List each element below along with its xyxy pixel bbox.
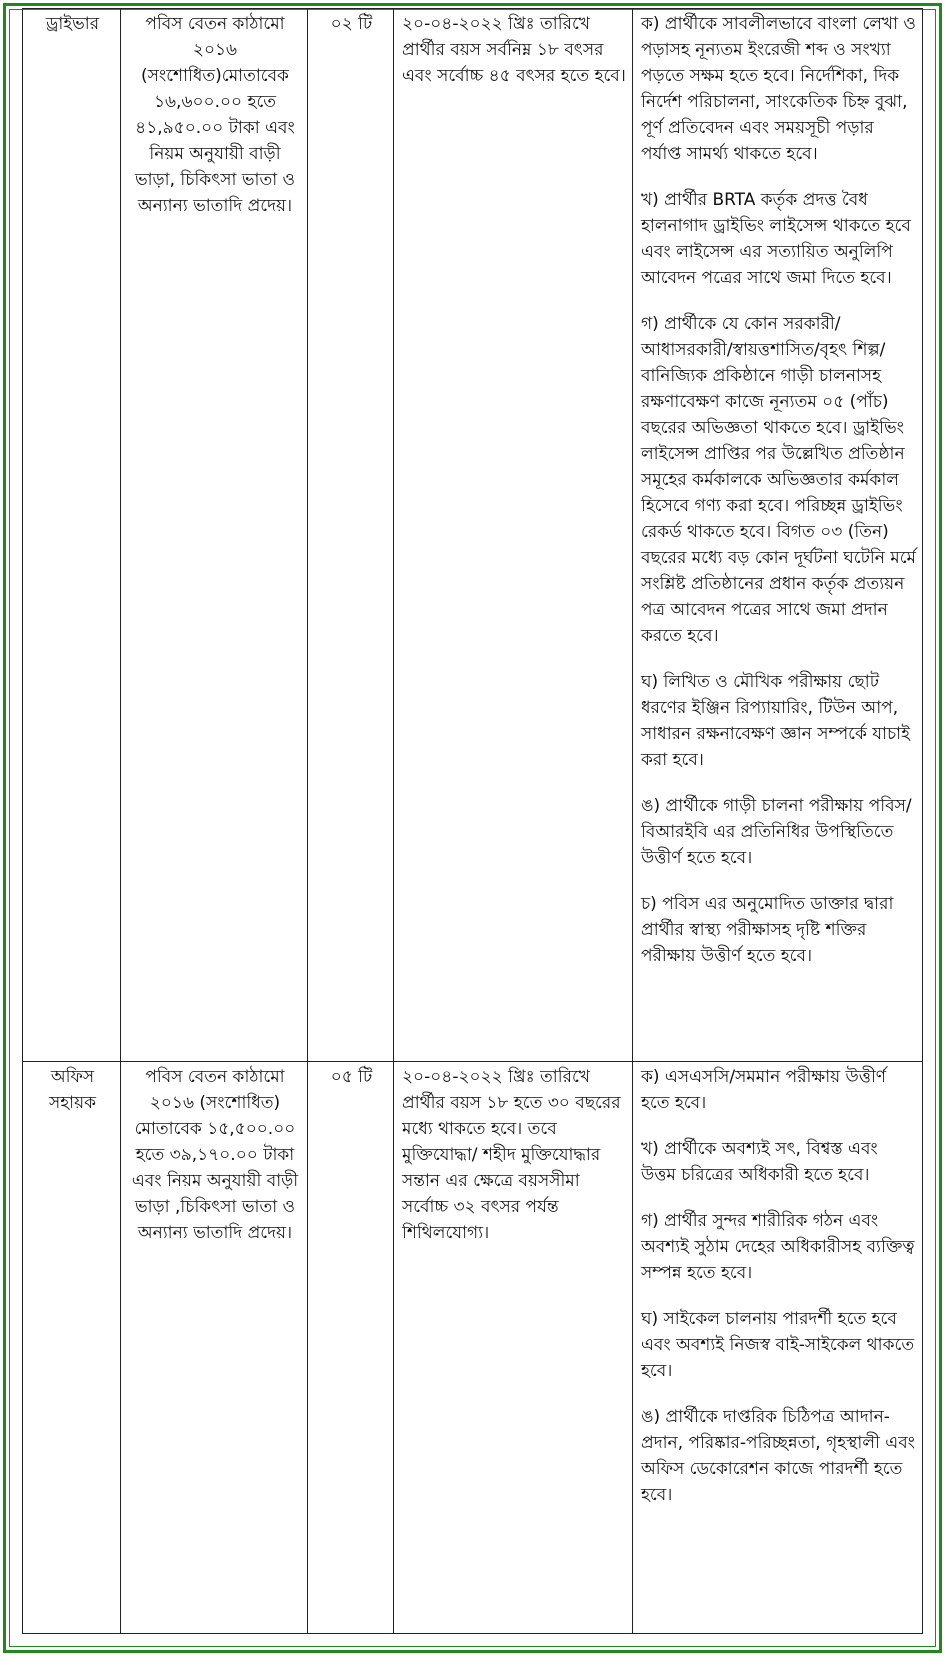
qualification-item: গ) প্রার্থীকে যে কোন সরকারী/আধাসরকারী/স্বায়ত্তশাসিত/বৃহৎ শিল্প/বানিজ্যিক প্রকিষ্ঠানে গাড়ী চালনাসহ রক্ষণাবেক্ষণ কাজে নূন্যতম ০৫ (পাঁচ) বছরের অভিজ্ঞতা থাকতে হবে। ড্রাইভিং লাইসেন্স প্রাপ্তির পর উল্লেখিত প্রতিষ্ঠান সমূহের কর্মকালকে অভিজ্ঞতার কর্মকাল হিসেবে গণ্য করা হবে। পরিচ্ছন্ন ড্রাইভিং রেকর্ড থাকতে হবে। বিগত ০৩ (তিন) বছরের মধ্যে বড় কোন দূর্ঘটনা ঘটেনি মর্মে সংশ্লিষ্ট প্রতিষ্ঠানের প্রধান কর্তৃক প্রত্যয়ন পত্র আবেদন পত্রের সাথে জমা প্রদান করতে হবে। (641, 314, 916, 646)
qualification-item: গ) প্রার্থীর সুন্দর শারীরিক গঠন এবং অবশ্যই সুঠাম দেহের অধিকারীসহ ব্যক্তিত্ব সম্পন্ন হতে হবে। (641, 1211, 915, 1283)
qualification-item: ঘ) সাইকেল চালনায় পারদর্শী হতে হবে এবং অবশ্যই নিজস্ব বাই-সাইকেল থাকতে হবে। (641, 1309, 915, 1381)
qualification-item: খ) প্রার্থীকে অবশ্যই সৎ, বিশ্বস্ত এবং উত্তম চরিত্রের অধিকারী হতে হবে। (641, 1139, 878, 1185)
post-count-cell: ০৫ টি (308, 1062, 394, 1634)
pay-scale-cell: পবিস বেতন কাঠামো ২০১৬ (সংশোধিত)মোতাবেক ১৬,৬০০.০০ হতে ৪১,৯৫০.০০ টাকা এবং নিয়ম অনুযায়ী বাড়ী ভাড়া, চিকিৎসা ভাতা ও অন্যান্য ভাতাদি প্রদেয়। (121, 9, 308, 1062)
qualification-item: খ) প্রার্থীর BRTA কর্তৃক প্রদত্ত বৈধ হালনাগাদ ড্রাইভিং লাইসেন্স থাকতে হবে এবং লাইসেন্স এর সত্যায়িত অনুলিপি আবেদন পত্রের সাথে জমা দিতে হবে। (641, 190, 911, 288)
pay-scale-cell: পবিস বেতন কাঠামো ২০১৬ (সংশোধিত) মোতাবেক ১৫,৫০০.০০ হতে ৩৯,১৭০.০০ টাকা এবং নিয়ম অনুযায়ী বাড়ী ভাড়া ,চিকিৎসা ভাতা ও অন্যান্য ভাতাদি প্রদেয়। (121, 1062, 308, 1634)
table-row-driver (23, 9, 923, 1062)
age-limit-cell: ২০-০৪-২০২২ খ্রিঃ তারিখে প্রার্থীর বয়স সর্বনিম্ন ১৮ বৎসর এবং সর্বোচ্চ ৪৫ বৎসর হতে হবে। (394, 9, 633, 1062)
age-limit-cell: ২০-০৪-২০২২ খ্রিঃ তারিখে প্রার্থীর বয়স ১৮ হতে ৩০ বছরের মধ্যে থাকতে হবে। তবে মুক্তিযোদ্ধা/ শহীদ মুক্তিযোদ্ধার সন্তান এর ক্ষেত্রে বয়সসীমা সর্বোচ্চ ৩২ বৎসর পর্যন্ত শিথিলযোগ্য। (394, 1062, 633, 1634)
qualification-item: চ) পবিস এর অনুমোদিত ডাক্তার দ্বারা প্রার্থীর স্বাস্থ্য পরীক্ষাসহ দৃষ্টি শক্তির পরীক্ষায় উত্তীর্ণ হতে হবে। (641, 894, 894, 966)
qualification-item: ঙ) প্রার্থীকে গাড়ী চালনা পরীক্ষায় পবিস/বিআরইবি এর প্রতিনিধির উপস্থিতিতে উত্তীর্ণ হতে হবে। (641, 796, 912, 868)
qualifications-cell (633, 1062, 923, 1634)
table-row-office-assistant (23, 1062, 923, 1634)
qualifications-cell (633, 9, 923, 1062)
qualification-item: ঙ) প্রার্থীকে দাপ্তরিক চিঠিপত্র আদান-প্রদান, পরিষ্কার-পরিচ্ছন্নতা, গৃহস্থালী এবং অফিস ডেকোরেশন কাজে পারদর্শী হতে হবে। (641, 1407, 915, 1505)
recruitment-table (22, 8, 923, 1634)
page-inner-border (9, 9, 936, 1647)
qualification-item: ক) এসএসসি/সমমান পরীক্ষায় উত্তীর্ণ হতে হবে। (641, 1067, 887, 1113)
page-border (3, 3, 942, 1653)
post-count-cell: ০২ টি (308, 9, 394, 1062)
qualification-item: ক) প্রার্থীকে সাবলীলভাবে বাংলা লেখা ও পড়াসহ নূন্যতম ইংরেজী শব্দ ও সংখ্যা পড়তে সক্ষম হতে হবে। নির্দেশিকা, দিক নির্দেশ পরিচালনা, সাংকেতিক চিহ্ন বুঝা, পূর্ণ প্রতিবেদন এবং সময়সূচী পড়ার পর্যাপ্ত সামর্থ্য থাকতে হবে। (641, 14, 916, 164)
qualification-item: ঘ) লিখিত ও মৌখিক পরীক্ষায় ছোট ধরণের ইঞ্জিন রিপ্যায়ারিং, টিউন আপ, সাধারন রক্ষনাবেক্ষণ জ্ঞান সম্পর্কে যাচাই করা হবে। (641, 672, 910, 770)
post-name-cell: ড্রাইভার (23, 9, 121, 1062)
post-name-cell: অফিস সহায়ক (23, 1062, 121, 1634)
